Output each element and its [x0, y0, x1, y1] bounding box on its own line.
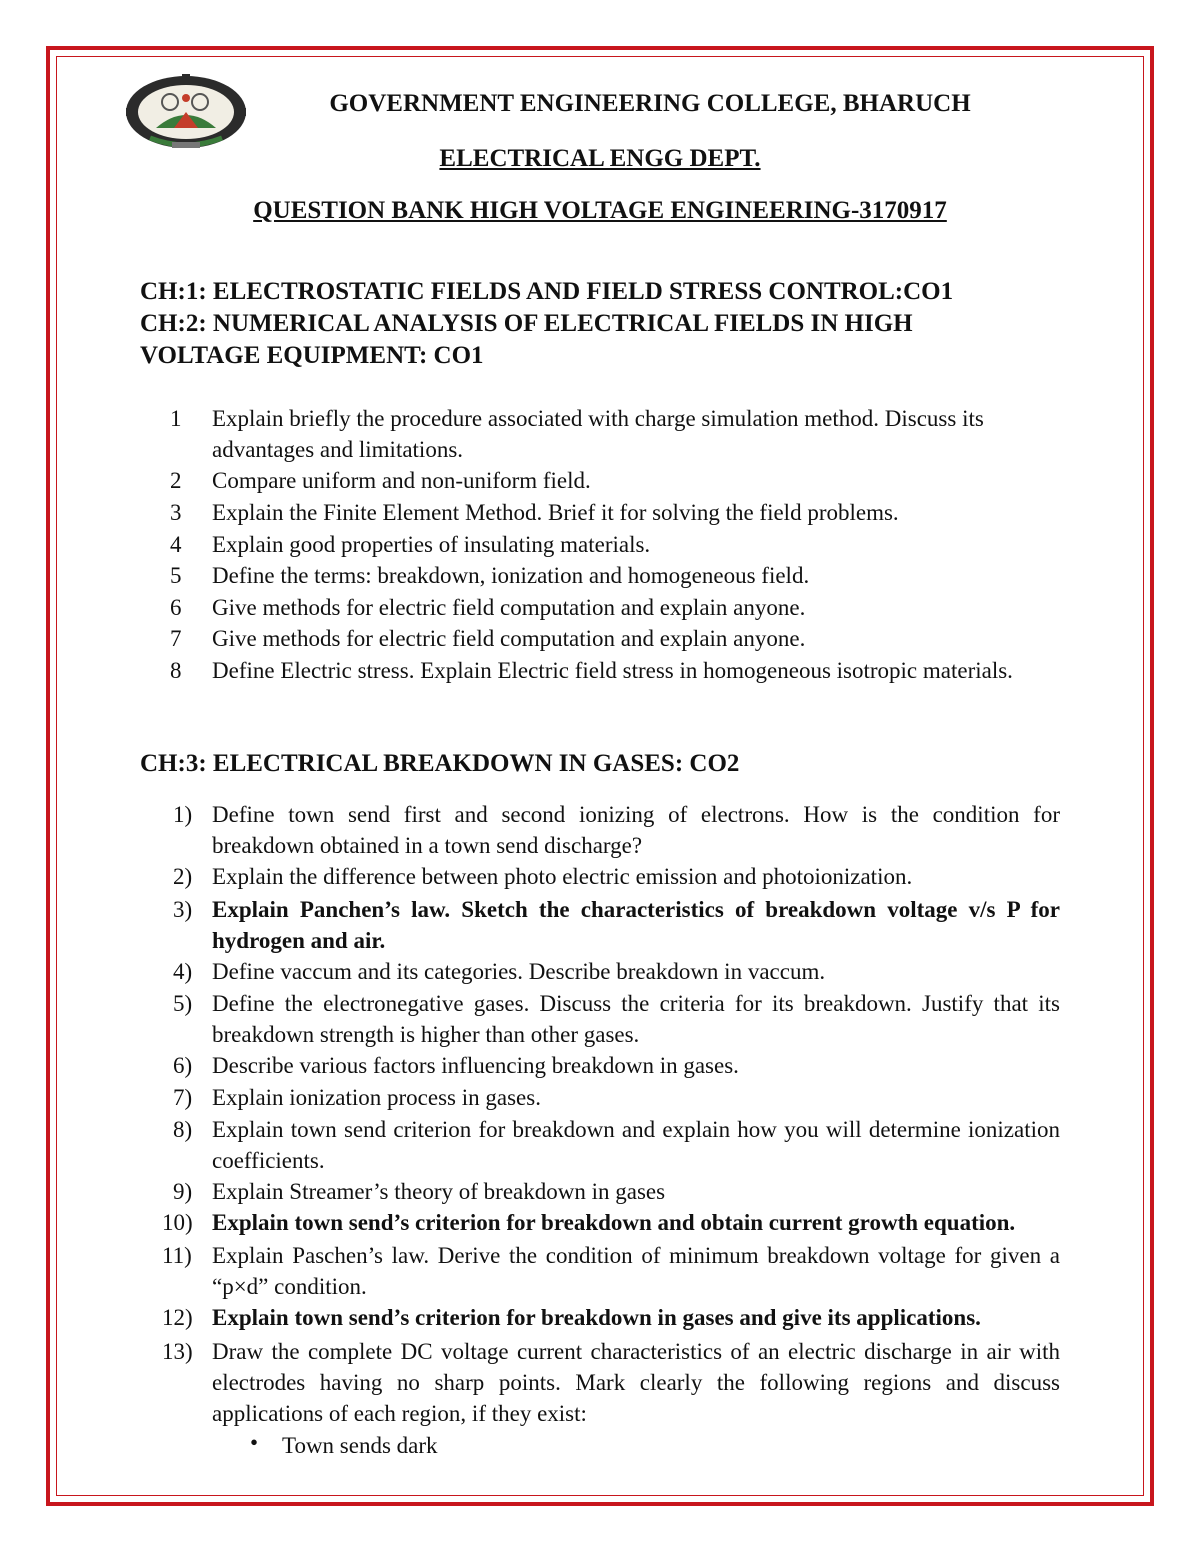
question-text: Compare uniform and non-uniform field.	[212, 468, 591, 493]
question-text: Explain Panchen’s law. Sketch the characteristics of breakdown voltage v/s P for hydrogen and air.	[212, 897, 1060, 953]
question-number: 3	[170, 500, 182, 525]
question-number: 1	[170, 406, 182, 431]
bullet-item: Town sends dark	[282, 1433, 438, 1458]
question-text: Explain town send’s criterion for breakdown and obtain current growth equation.	[212, 1210, 1016, 1235]
chapter-heading-2: CH:2: NUMERICAL ANALYSIS OF ELECTRICAL FIELDS IN HIGH	[140, 310, 913, 337]
question-text: Define the terms: breakdown, ionization and homogeneous field.	[212, 563, 810, 588]
question-number: 2	[170, 468, 182, 493]
question-number: 6	[170, 595, 182, 620]
question-number: 5	[170, 563, 182, 588]
question-text: Define Electric stress. Explain Electric field stress in homogeneous isotropic materials.	[212, 658, 1013, 683]
question-number: 7	[170, 626, 182, 651]
question-number: 4	[170, 532, 182, 557]
question-number: 9)	[173, 1179, 193, 1204]
department-name: ELECTRICAL ENGG DEPT.	[439, 145, 761, 172]
chapter-heading-3: CH:3: ELECTRICAL BREAKDOWN IN GASES: CO2	[140, 750, 740, 777]
question-text: Define vaccum and its categories. Describe breakdown in vaccum.	[212, 959, 826, 984]
question-text: Give methods for electric field computation and explain anyone.	[212, 626, 806, 651]
question-text: Define the electronegative gases. Discuss the criteria for its breakdown. Justify that its breakdown strength is higher than other gases.	[212, 991, 1060, 1047]
question-number: 11)	[162, 1243, 192, 1268]
question-text: Define town send first and second ionizing of electrons. How is the condition for breakdown obtained in a town send discharge?	[212, 802, 1060, 858]
question-text: Explain briefly the procedure associated with charge simulation method. Discuss its advantages and limitations.	[212, 406, 984, 462]
question-text: Explain town send’s criterion for breakdown in gases and give its applications.	[212, 1305, 981, 1330]
question-number: 10)	[162, 1210, 193, 1235]
question-number: 6)	[173, 1053, 193, 1078]
question-number: 2)	[173, 864, 193, 889]
bullet-icon: •	[250, 1430, 259, 1455]
college-name: GOVERNMENT ENGINEERING COLLEGE, BHARUCH	[329, 90, 971, 117]
question-number: 7)	[173, 1085, 193, 1110]
question-number: 4)	[173, 959, 193, 984]
question-number: 5)	[173, 991, 193, 1016]
question-text: Explain the Finite Element Method. Brief it for solving the field problems.	[212, 500, 899, 525]
question-number: 3)	[173, 897, 193, 922]
question-number: 1)	[173, 802, 193, 827]
question-number: 8)	[173, 1117, 193, 1142]
chapter-heading-2-cont: VOLTAGE EQUIPMENT: CO1	[140, 342, 484, 369]
question-text: Explain Streamer’s theory of breakdown in gases	[212, 1179, 666, 1204]
question-number: 12)	[162, 1305, 193, 1330]
question-text: Explain town send criterion for breakdown and explain how you will determine ionization coefficients.	[212, 1117, 1060, 1173]
question-text: Give methods for electric field computation and explain anyone.	[212, 595, 806, 620]
question-text: Explain the difference between photo electric emission and photoionization.	[212, 864, 913, 889]
document-title: QUESTION BANK HIGH VOLTAGE ENGINEERING-3170917	[253, 197, 947, 224]
chapter-heading-1: CH:1: ELECTROSTATIC FIELDS AND FIELD STRESS CONTROL:CO1	[140, 278, 954, 305]
question-text: Explain Paschen’s law. Derive the condition of minimum breakdown voltage for given a “p×d” condition.	[212, 1243, 1060, 1299]
question-number: 13)	[162, 1339, 193, 1364]
question-text: Describe various factors influencing breakdown in gases.	[212, 1053, 739, 1078]
question-number: 8	[170, 658, 182, 683]
question-text: Draw the complete DC voltage current characteristics of an electric discharge in air with electrodes having no sharp points. Mark clearly the following regions and discuss applications of each region, if they exist:	[212, 1339, 1060, 1426]
question-text: Explain ionization process in gases.	[212, 1085, 541, 1110]
question-text: Explain good properties of insulating materials.	[212, 532, 651, 557]
